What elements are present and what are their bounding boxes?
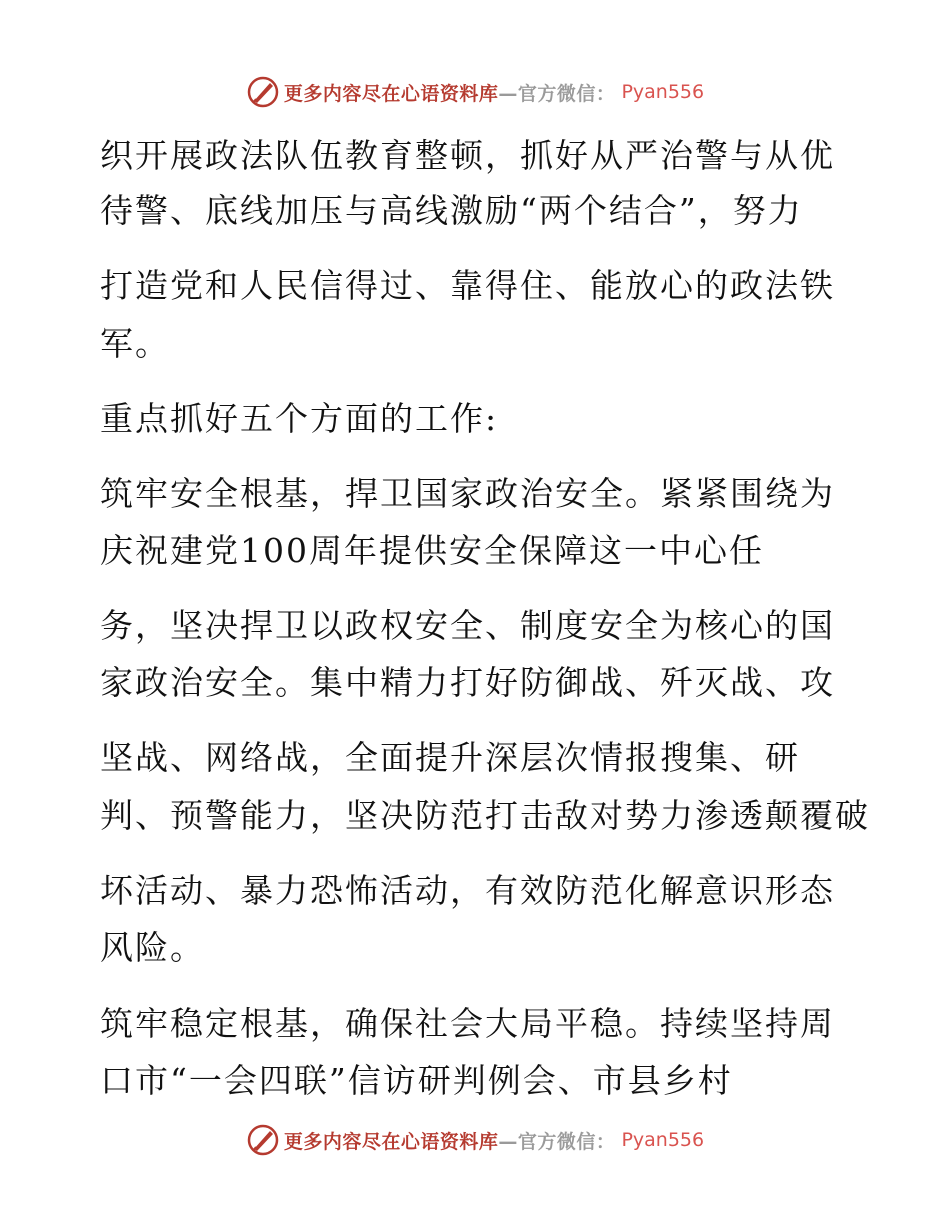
text-line: 军。 xyxy=(100,324,170,363)
footer-watermark-banner xyxy=(0,1120,950,1160)
text-line: 口市“一会四联”信访研判例会、市县乡村 xyxy=(100,1061,733,1100)
header-watermark-banner xyxy=(0,72,950,112)
banner-site-text: 更多内容尽在心语资料库 xyxy=(283,1130,499,1153)
text-line: 待警、底线加压与高线激励“两个结合”，努力 xyxy=(100,191,803,230)
text-line: 务，坚决捍卫以政权安全、制度安全为核心的国 xyxy=(100,606,835,645)
text-line: 坏活动、暴力恐怖活动，有效防范化解意识形态 xyxy=(100,871,835,910)
banner-wechat-label: —官方微信： xyxy=(498,82,616,105)
text-line: 庆祝建党100周年提供安全保障这一中心任 xyxy=(100,531,764,570)
banner-site-text: 更多内容尽在心语资料库 xyxy=(283,82,499,105)
text-line: 判、预警能力，坚决防范打击敌对势力渗透颠覆破 xyxy=(100,796,870,835)
text-line: 家政治安全。集中精力打好防御战、歼灭战、攻 xyxy=(100,663,835,702)
text-line: 重点抓好五个方面的工作: xyxy=(100,399,499,438)
quill-pen-logo-icon xyxy=(246,1123,280,1157)
text-line: 织开展政法队伍教育整顿，抓好从严治警与从优 xyxy=(100,136,835,175)
text-line: 筑牢稳定根基，确保社会大局平稳。持续坚持周 xyxy=(100,1004,835,1043)
text-line: 风险。 xyxy=(100,928,205,967)
banner-wechat-label: —官方微信： xyxy=(498,1130,616,1153)
text-line: 筑牢安全根基，捍卫国家政治安全。紧紧围绕为 xyxy=(100,474,835,513)
banner-wechat-id: Pyan556 xyxy=(621,1129,705,1151)
quill-pen-logo-icon xyxy=(246,75,280,109)
text-line: 坚战、网络战，全面提升深层次情报搜集、研 xyxy=(100,738,800,777)
text-line: 打造党和人民信得过、靠得住、能放心的政法铁 xyxy=(100,266,835,305)
banner-wechat-id: Pyan556 xyxy=(621,81,705,103)
